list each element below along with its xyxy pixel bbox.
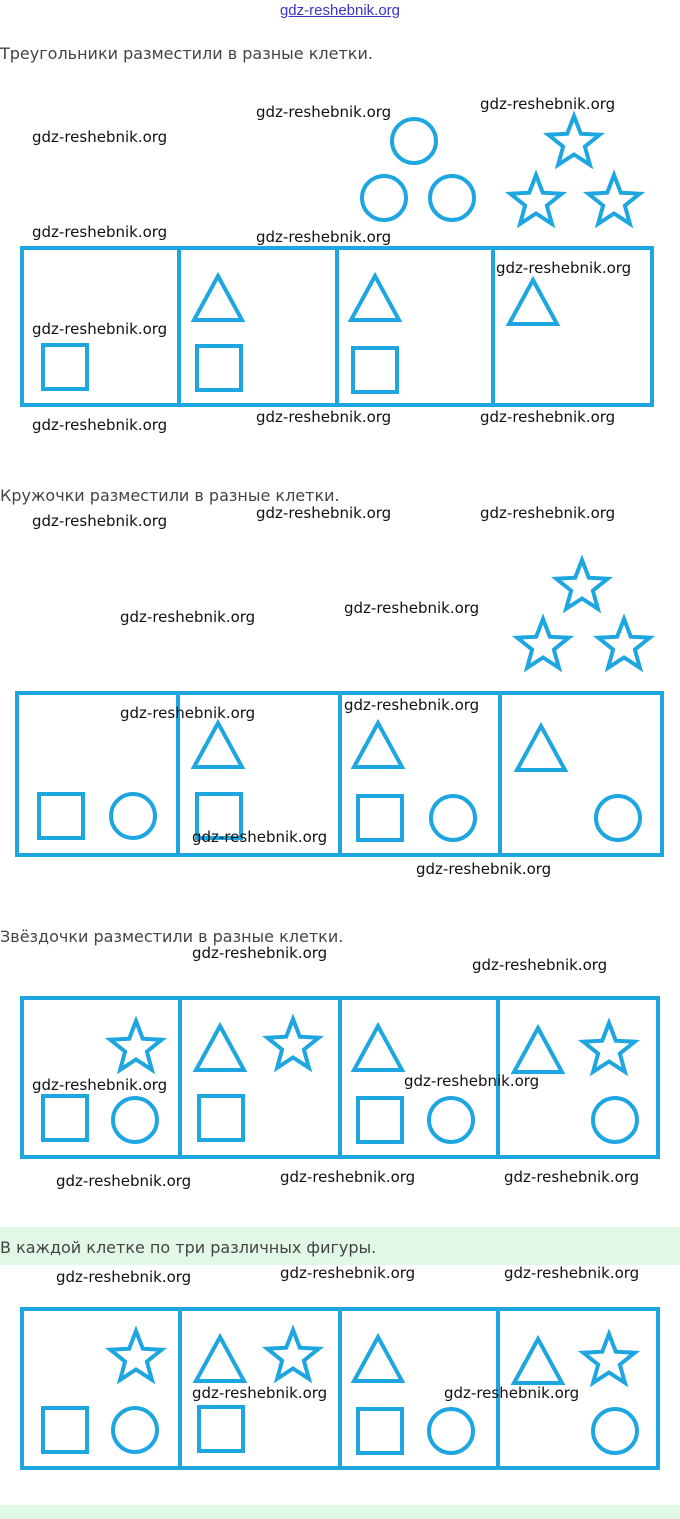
watermark-text: gdz-reshebnik.org	[56, 1172, 192, 1190]
watermark-text: gdz-reshebnik.org	[32, 320, 168, 338]
watermark-text: gdz-reshebnik.org	[192, 828, 328, 846]
watermark-text: gdz-reshebnik.org	[504, 1168, 640, 1186]
circle-shape	[113, 1408, 157, 1452]
triangle-shape	[509, 280, 557, 324]
circle-shape	[362, 176, 406, 220]
watermark-text: gdz-reshebnik.org	[32, 223, 168, 241]
square-shape	[43, 1408, 87, 1452]
square-shape	[358, 1098, 402, 1142]
watermark-text: gdz-reshebnik.org	[256, 408, 392, 426]
star-shape	[110, 1331, 161, 1380]
star-shape	[588, 175, 639, 224]
triangle-shape	[517, 726, 565, 770]
square-shape	[199, 1096, 243, 1140]
triangle-shape	[354, 723, 402, 767]
circle-shape	[593, 1409, 637, 1453]
triangle-shape	[194, 723, 242, 767]
circle-shape	[430, 176, 474, 220]
star-shape	[110, 1021, 161, 1070]
triangle-shape	[514, 1339, 562, 1383]
square-shape	[39, 794, 83, 838]
square-shape	[43, 345, 87, 389]
square-shape	[43, 1096, 87, 1140]
star-shape	[583, 1334, 634, 1383]
watermark-text: gdz-reshebnik.org	[120, 704, 256, 722]
caption-stars: Звёздочки разместили в разные клетки.	[0, 927, 344, 946]
circle-shape	[431, 796, 475, 840]
watermark-text: gdz-reshebnik.org	[404, 1072, 540, 1090]
watermark-text: gdz-reshebnik.org	[444, 1384, 580, 1402]
circle-shape	[392, 119, 436, 163]
watermark-text: gdz-reshebnik.org	[32, 1076, 168, 1094]
triangle-shape	[354, 1026, 402, 1070]
watermark-text: gdz-reshebnik.org	[416, 860, 552, 878]
circle-shape	[596, 796, 640, 840]
watermark-text: gdz-reshebnik.org	[256, 228, 392, 246]
triangle-shape	[196, 1026, 244, 1070]
watermark-text: gdz-reshebnik.org	[32, 128, 168, 146]
star-shape	[267, 1330, 318, 1379]
star-shape	[267, 1019, 318, 1068]
watermark-text: gdz-reshebnik.org	[504, 1264, 640, 1282]
site-title-link[interactable]: gdz-reshebnik.org	[279, 2, 401, 19]
watermark-text: gdz-reshebnik.org	[56, 1268, 192, 1286]
star-shape	[583, 1023, 634, 1072]
watermark-text: gdz-reshebnik.org	[472, 956, 608, 974]
watermark-text: gdz-reshebnik.org	[192, 1384, 328, 1402]
watermark-text: gdz-reshebnik.org	[480, 504, 616, 522]
watermark-text: gdz-reshebnik.org	[496, 259, 632, 277]
square-shape	[358, 1409, 402, 1453]
triangle-shape	[354, 1337, 402, 1381]
watermark-text: gdz-reshebnik.org	[280, 1168, 416, 1186]
caption-triangles: Треугольники разместили в разные клетки.	[0, 44, 373, 63]
circle-shape	[111, 794, 155, 838]
caption-answer: В каждой клетке по три различных фигуры.	[0, 1238, 377, 1257]
square-shape	[358, 796, 402, 840]
square-shape	[197, 346, 241, 390]
circle-shape	[429, 1409, 473, 1453]
watermark-text: gdz-reshebnik.org	[480, 408, 616, 426]
star-shape	[510, 175, 561, 224]
circle-shape	[593, 1098, 637, 1142]
star-shape	[517, 619, 568, 668]
triangle-shape	[351, 276, 399, 320]
triangle-shape	[514, 1028, 562, 1072]
watermark-text: gdz-reshebnik.org	[192, 944, 328, 962]
square-shape	[353, 348, 397, 392]
circle-shape	[429, 1098, 473, 1142]
watermark-text: gdz-reshebnik.org	[256, 504, 392, 522]
star-shape	[548, 116, 599, 165]
watermark-text: gdz-reshebnik.org	[480, 95, 616, 113]
watermark-text: gdz-reshebnik.org	[32, 416, 168, 434]
triangle-shape	[194, 276, 242, 320]
watermark-text: gdz-reshebnik.org	[344, 599, 480, 617]
watermark-text: gdz-reshebnik.org	[344, 696, 480, 714]
circle-shape	[113, 1098, 157, 1142]
watermark-text: gdz-reshebnik.org	[32, 512, 168, 530]
watermark-text: gdz-reshebnik.org	[280, 1264, 416, 1282]
star-shape	[598, 619, 649, 668]
square-shape	[199, 1407, 243, 1451]
watermark-text: gdz-reshebnik.org	[256, 103, 392, 121]
watermark-text: gdz-reshebnik.org	[120, 608, 256, 626]
triangle-shape	[196, 1337, 244, 1381]
caption-circles: Кружочки разместили в разные клетки.	[0, 486, 340, 505]
star-shape	[556, 560, 607, 609]
